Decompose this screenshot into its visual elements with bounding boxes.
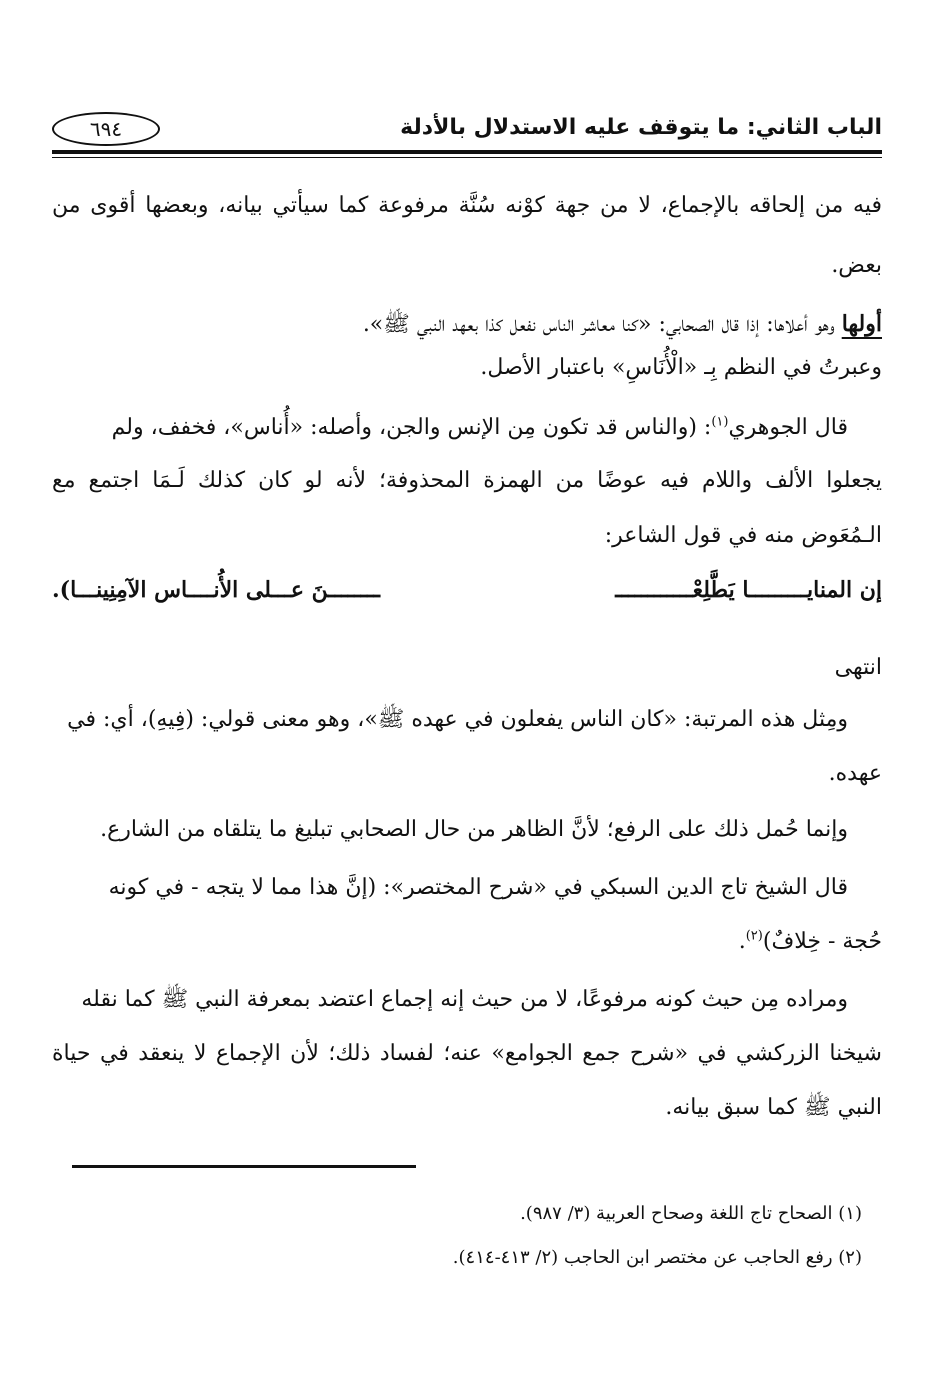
- footnote-ref: (١): [711, 414, 729, 430]
- footnote-ref: (٢): [745, 928, 763, 944]
- header-rule-thick: [52, 150, 882, 154]
- text-span: قال الجوهري: [728, 415, 848, 440]
- text-line: ومراده مِن حيث كونه مرفوعًا، لا من حيث إنه إجماع اعتضد بمعرفة النبي ﷺ كما نقله: [81, 987, 848, 1012]
- running-header: [52, 108, 882, 148]
- text-line: وإنما حُمل ذلك على الرفع؛ لأنَّ الظاهر من حال الصحابي تبليغ ما يتلقاه من الشارع.: [100, 817, 848, 842]
- text-line: [52, 398, 882, 458]
- footnote: (٢) رفع الحاجب عن مختصر ابن الحاجب (٢/ ٤١٣-٤١٤).: [452, 1247, 862, 1268]
- text-line: فيه من إلحاقه بالإجماع، لا من جهة كوْنه سُنَّة مرفوعة كما سيأتي بيانه، وبعضها أقوى من: [52, 193, 882, 218]
- text-line: وعبرتُ في النظم بِـ «الْأُنَاسِ» باعتبار الأصل.: [480, 355, 882, 380]
- text-line: الـمُعَوض منه في قول الشاعر:: [604, 523, 882, 548]
- section-heading: أولها: [841, 311, 882, 337]
- header-rule-thin: [52, 157, 882, 158]
- text-line: قال الشيخ تاج الدين السبكي في «شرح المختصر»: (إنَّ هذا مما لا يتجه - في كونه: [108, 875, 848, 900]
- text-line: بعض.: [831, 253, 882, 278]
- verse-first-hemistich: إن المنايـــــــــا يَطَّلِعْــــــــــــ: [615, 577, 882, 603]
- footnote-separator: [72, 1165, 416, 1168]
- text-line: يجعلوا الألف واللام فيه عوضًا من الهمزة المحذوفة؛ لأنه لو كان كذلك لَـمَا اجتمع مع: [52, 468, 882, 493]
- text-span: حُجة - خِلافٌ): [762, 929, 882, 954]
- text-span: .: [738, 929, 746, 954]
- text-line: شيخنا الزركشي في «شرح جمع الجوامع» عنه؛ لفساد ذلك؛ لأن الإجماع لا ينعقد في حياة: [52, 1041, 882, 1066]
- text-span: : (والناس قد تكون مِن الإنس والجن، وأصله: «أُناس»، فخفف، ولم: [111, 415, 712, 440]
- page-number: ٦٩٤: [52, 112, 160, 146]
- footnote: (١) الصحاح تاج اللغة وصحاح العربية (٣/ ٩٨٧).: [520, 1203, 862, 1224]
- text-line: [52, 912, 882, 972]
- verse-second-hemistich: ــــــــنَ عـــلى الأُنــــاس الآمِنِينـــا).: [52, 577, 380, 603]
- text-line: ومِثل هذه المرتبة: «كان الناس يفعلون في عهده ﷺ»، وهو معنى قولي: (فِيهِ)، أي: في: [67, 707, 848, 732]
- text-line: انتهى: [834, 655, 882, 680]
- text-line: عهده.: [828, 761, 882, 786]
- chapter-title: الباب الثاني: ما يتوقف عليه الاستدلال بالأدلة: [400, 115, 882, 140]
- text-line: النبي ﷺ كما سبق بيانه.: [665, 1095, 882, 1120]
- poetry-verse: [52, 560, 882, 620]
- text-span: وهو أعلاها: إذا قال الصحابي: «كنا معاشر الناس نفعل كذا بعهد النبي ﷺ».: [362, 312, 835, 337]
